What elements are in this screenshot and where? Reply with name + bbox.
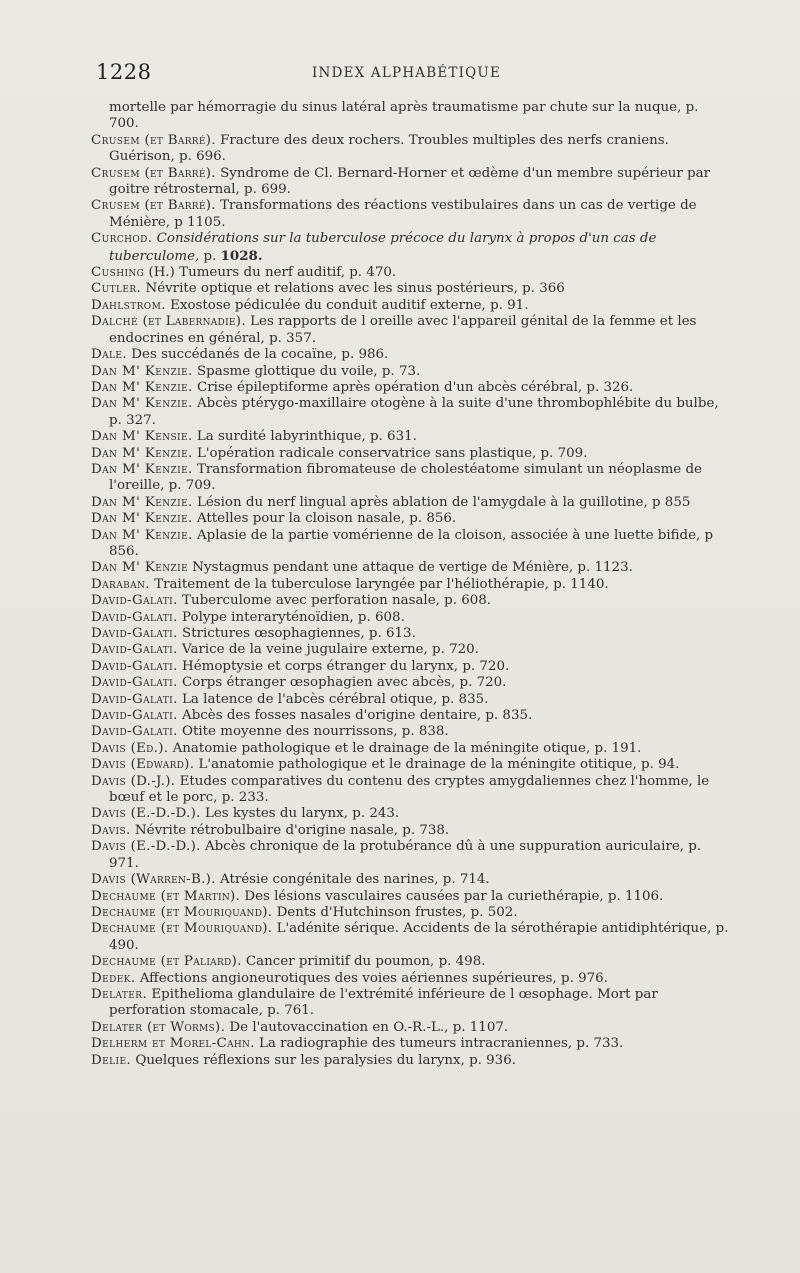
index-entry (91, 577, 731, 593)
index-entry (91, 954, 731, 970)
entry-author: Dechaume (91, 888, 157, 904)
index-entry (91, 987, 731, 1020)
entry-author: Dalché (91, 314, 138, 330)
entry-author: Dan M' Kensie. (91, 429, 193, 445)
entry-coauthor: (et Worms). (142, 1019, 226, 1035)
index-entry (91, 708, 731, 724)
entry-text: Traitement de la tuberculose laryngée par l'héliothérapie, p. 1140. (149, 576, 609, 592)
entry-text: p. (199, 248, 221, 264)
index-entry (91, 905, 731, 921)
index-entry (91, 724, 731, 740)
entry-author: Dedek. (91, 970, 136, 986)
entry-text: Lésion du nerf lingual après ablation de l'amygdale à la guillotine, p 855 (192, 494, 691, 510)
index-entry (91, 133, 731, 166)
index-entry (91, 626, 731, 642)
entry-text: Des succédanés de la cocaïne, p. 986. (127, 347, 389, 363)
entry-author: David-Galati. (91, 609, 178, 625)
index-entry (91, 642, 731, 658)
entry-text: L'adénite sérique. Accidents de la sérothérapie antidiphtérique, p. 490. (109, 921, 729, 953)
index-entry (91, 396, 731, 429)
entry-text: L'opération radicale conservatrice sans plastique, p. 709. (192, 445, 588, 461)
entry-text: L'anatomie pathologique et le drainage de la méningite otitique, p. 94. (194, 757, 680, 773)
entry-text: Strictures œsophagiennes, p. 613. (177, 626, 416, 641)
entry-author: Delie. (91, 1052, 132, 1068)
index-entry (91, 446, 731, 462)
index-entry (91, 1053, 731, 1069)
index-entry (91, 971, 731, 987)
entry-text: Névrite rétrobulbaire d'origine nasale, p. 738. (130, 822, 450, 838)
entry-text: mortelle par hémorragie du sinus latéral après traumatisme par chute sur la nuque, p. 700. (109, 100, 699, 132)
entry-text: Affections angioneurotiques des voies aériennes supérieures, p. 976. (135, 970, 608, 986)
running-title: INDEX ALPHABÉTIQUE (312, 65, 502, 81)
index-entry (91, 889, 731, 905)
entry-text: Polype interaryténoïdien, p. 608. (177, 609, 405, 625)
entry-text: Les rapports de l oreille avec l'appareil génital de la femme et les endocrines en général, p. 357. (109, 314, 697, 346)
entry-text: La latence de l'abcès cérébral otique, p. 835. (177, 691, 489, 707)
index-entry (91, 806, 731, 822)
entry-text: Atrésie congénitale des narines, p. 714. (215, 872, 490, 888)
index-entry (91, 839, 731, 872)
entry-coauthor: (et Barré). (139, 132, 216, 148)
entry-author: Dan M' Kenzie. (91, 363, 193, 379)
index-entry (91, 380, 731, 396)
entry-author: Davis. (91, 822, 131, 838)
entry-text: Abcès ptérygo-maxillaire otogène à la suite d'une thrombophlébite du bulbe, p. 327. (109, 396, 719, 428)
entry-author: Davis (91, 839, 127, 855)
entry-text: Névrite optique et relations avec les sinus postérieurs, p. 366 (141, 281, 565, 297)
index-entry (91, 610, 731, 626)
entry-coauthor: (et Barré). (139, 165, 216, 181)
entry-author: Crusem (91, 198, 140, 214)
entry-coauthor: (Ed.). (126, 740, 169, 756)
entry-text: Nystagmus pendant une attaque de vertige de Ménière, p. 1123. (188, 560, 633, 576)
entry-text: Cancer primitif du poumon, p. 498. (241, 954, 486, 970)
entry-coauthor: (et Martin). (156, 888, 241, 904)
entry-text: Dents d'Hutchinson frustes, p. 502. (272, 904, 518, 920)
index-entry (91, 675, 731, 691)
index-entry (91, 921, 731, 954)
index-entry (91, 166, 731, 199)
index-entry (91, 364, 731, 380)
entry-coauthor: (et Barré). (139, 198, 216, 214)
entry-text: Epithelioma glandulaire de l'extrémité inférieure de l œsophage. Mort par perforation stomacale, p. 761. (109, 986, 658, 1019)
entry-author: Crusem (91, 165, 140, 181)
entry-author: David-Galati. (91, 675, 178, 691)
entry-author: Dan M' Kenzie (91, 560, 189, 576)
entry-author: Delater. (91, 986, 148, 1002)
entry-coauthor: (et Mouriquand). (156, 921, 273, 937)
index-entry (91, 265, 731, 281)
index-entries (91, 100, 731, 1069)
entry-author: Dan M' Kenzie. (91, 511, 193, 527)
index-entry (91, 1020, 731, 1036)
entry-text: Attelles pour la cloison nasale, p. 856. (192, 511, 457, 527)
entry-text: Transformations des réactions vestibulaires dans un cas de vertige de Ménière, p 1105. (109, 198, 697, 230)
entry-author: David-Galati. (91, 691, 178, 707)
entry-text: Crise épileptiforme après opération d'un abcès cérébral, p. 326. (192, 379, 634, 395)
index-entry (91, 774, 731, 807)
index-entry (91, 757, 731, 773)
entry-author: David-Galati. (91, 724, 178, 740)
index-entry (91, 347, 731, 363)
entry-author: Davis (91, 773, 127, 789)
index-entry (91, 100, 731, 133)
page-number: 1228 (96, 60, 152, 84)
entry-author: Cutler. (91, 281, 142, 297)
index-entry (91, 511, 731, 527)
index-entry (91, 1036, 731, 1052)
entry-text: Transformation fibromateuse de cholestéatome simulant un néoplasme de l'oreille, p. 709. (109, 461, 702, 494)
entry-coauthor: (Edward). (126, 757, 195, 773)
entry-text: Exostose pédiculée du conduit auditif externe, p. 91. (165, 297, 529, 313)
entry-text: Les kystes du larynx, p. 243. (200, 806, 400, 822)
entry-text: Anatomie pathologique et le drainage de la méningite otique, p. 191. (168, 740, 642, 756)
entry-text: Quelques réflexions sur les paralysies du larynx, p. 936. (131, 1052, 516, 1068)
entry-text: Tuberculome avec perforation nasale, p. 608. (177, 593, 492, 609)
entry-text: Etudes comparatives du contenu des cryptes amygdaliennes chez l'homme, le bœuf et le porc, p. 233. (109, 773, 710, 806)
entry-text: Otite moyenne des nourrissons, p. 838. (177, 724, 449, 740)
entry-author: David-Galati. (91, 658, 178, 674)
entry-author: Dan M' Kenzie. (91, 461, 193, 477)
entry-author: Dale. (91, 347, 128, 363)
entry-bold-page: 1028. (220, 247, 263, 264)
entry-author: David-Galati. (91, 626, 178, 641)
index-entry (91, 314, 731, 347)
entry-author: Delherm (91, 1036, 148, 1052)
entry-text: La surdité labyrinthique, p. 631. (192, 429, 417, 445)
entry-author: Dan M' Kenzie. (91, 379, 193, 395)
entry-text: (H.) Tumeurs du nerf auditif, p. 470. (144, 265, 397, 281)
entry-author: David-Galati. (91, 708, 178, 724)
entry-author: David-Galati. (91, 642, 178, 658)
entry-coauthor: et Morel-Cahn. (147, 1036, 255, 1052)
entry-coauthor: (et Mouriquand). (156, 904, 273, 920)
entry-author: Crusem (91, 132, 140, 148)
index-entry (91, 741, 731, 757)
entry-author: Dan M' Kenzie. (91, 396, 193, 412)
entry-text: Spasme glottique du voile, p. 73. (192, 363, 421, 379)
entry-text: Aplasie de la partie vomérienne de la cloison, associée à une luette bifide, p 856. (109, 527, 714, 559)
entry-coauthor: (Warren-B.). (126, 872, 216, 888)
entry-text: Des lésions vasculaires causées par la curiethérapie, p. 1106. (240, 888, 664, 904)
entry-author: Dan M' Kenzie. (91, 445, 193, 461)
entry-author: Cushing (91, 265, 145, 281)
entry-author: Curchod. (91, 231, 153, 247)
page-header (0, 60, 800, 90)
index-entry (91, 692, 731, 708)
entry-author: Dechaume (91, 921, 157, 937)
entry-author: Dan M' Kenzie. (91, 494, 193, 510)
entry-author: Dechaume (91, 904, 157, 920)
index-entry (91, 231, 731, 265)
index-entry (91, 429, 731, 445)
entry-text: La radiographie des tumeurs intracraniennes, p. 733. (254, 1036, 624, 1052)
entry-author: Daraban. (91, 576, 150, 592)
entry-text: Hémoptysie et corps étranger du larynx, p. 720. (177, 658, 510, 674)
entry-text: De l'autovaccination en O.-R.-L., p. 1107. (225, 1019, 509, 1035)
entry-author: Dechaume (91, 954, 157, 970)
entry-text: Corps étranger œsophagien avec abcès, p. 720. (177, 675, 507, 691)
index-entry (91, 462, 731, 495)
entry-author: Delater (91, 1019, 143, 1035)
entry-italic-title: Considérations sur la tuberculose précoce du larynx à propos d'un cas de tuberculome, (109, 231, 657, 264)
index-entry (91, 659, 731, 675)
entry-text: Varice de la veine jugulaire externe, p. 720. (177, 642, 479, 658)
index-entry (91, 823, 731, 839)
entry-coauthor: (et Labernadie). (137, 314, 246, 330)
entry-author: David-Galati. (91, 593, 178, 609)
entry-text: Abcès chronique de la protubérance dû à une suppuration auriculaire, p. 971. (109, 839, 702, 871)
entry-text: Syndrome de Cl. Bernard-Horner et œdème d'un membre supérieur par goitre rétrosternal, p. 699. (109, 165, 711, 198)
index-entry (91, 281, 731, 297)
entry-text: Abcès des fosses nasales d'origine dentaire, p. 835. (177, 708, 533, 724)
index-entry (91, 560, 731, 576)
index-entry (91, 528, 731, 561)
entry-coauthor: (et Paliard). (156, 954, 242, 970)
entry-coauthor: (E.-D.-D.). (126, 806, 201, 822)
index-entry (91, 198, 731, 231)
entry-text: Fracture des deux rochers. Troubles multiples des nerfs craniens. Guérison, p. 696. (109, 132, 669, 165)
index-entry (91, 298, 731, 314)
entry-author: Davis (91, 740, 127, 756)
entry-coauthor: (E.-D.-D.). (126, 839, 201, 855)
entry-author: Dan M' Kenzie. (91, 527, 193, 543)
entry-coauthor: (D.-J.). (126, 773, 176, 789)
entry-author: Dahlstrom. (91, 297, 166, 313)
index-entry (91, 593, 731, 609)
entry-author: Davis (91, 757, 127, 773)
index-entry (91, 495, 731, 511)
entry-author: Davis (91, 806, 127, 822)
index-entry (91, 872, 731, 888)
entry-author: Davis (91, 872, 127, 888)
